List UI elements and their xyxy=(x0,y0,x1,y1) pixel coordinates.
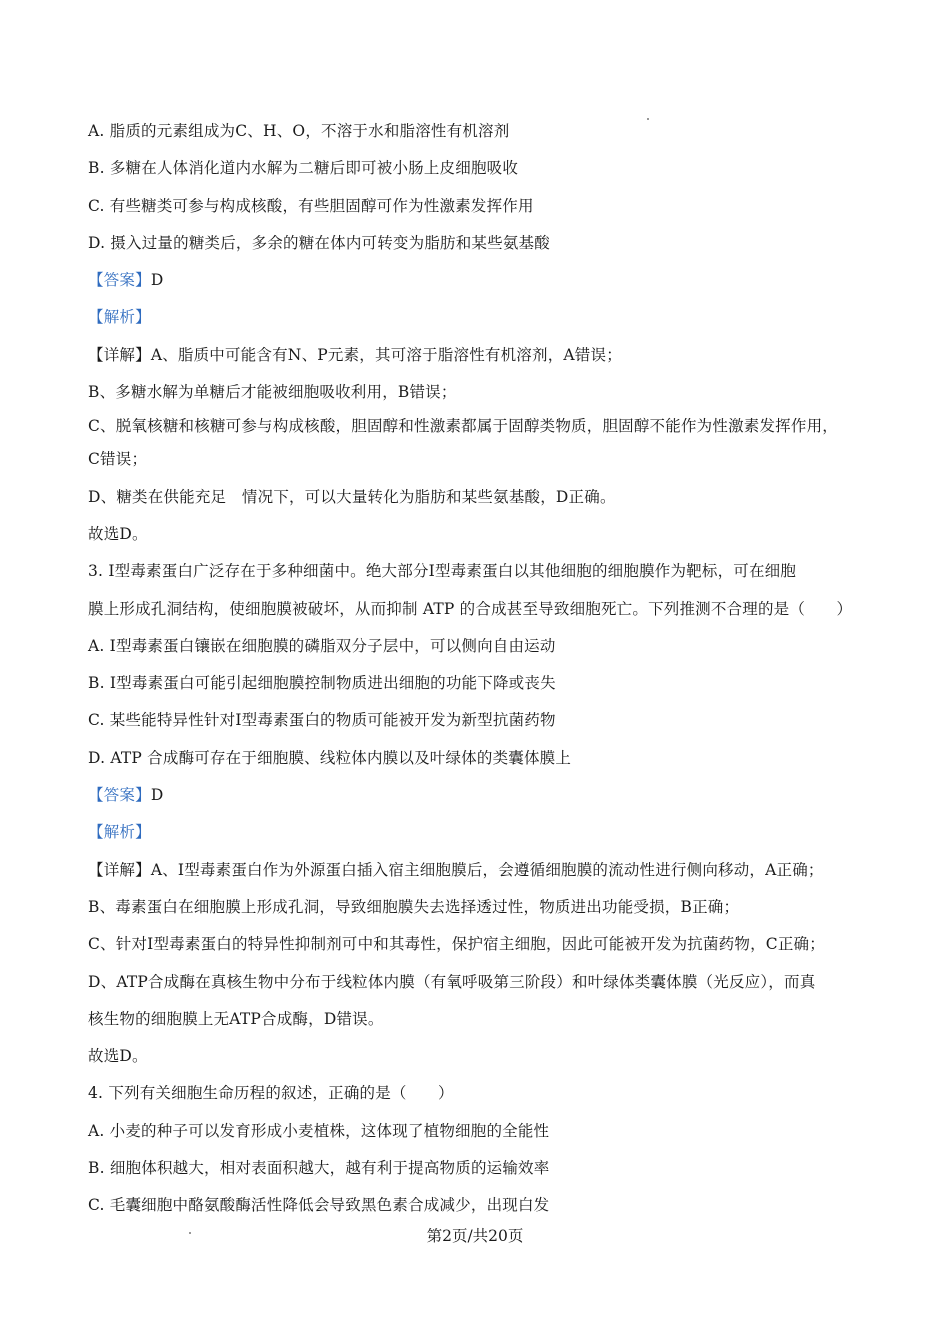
answer-value: D xyxy=(150,786,164,805)
analysis-tag: 【解析】 xyxy=(88,823,151,842)
q2-detail-line: C、脱氧核糖和核糖可参与构成核酸，胆固醇和性激素都属于固醇类物质，胆固醇不能作为性激素发挥作用， xyxy=(88,417,838,436)
q2-detail-line: C错误； xyxy=(88,450,148,469)
q2-answer xyxy=(88,262,878,299)
q2-option-d: D. 摄入过量的糖类后，多余的糖在体内可转变为脂肪和某些氨基酸 xyxy=(88,233,550,252)
detail-tag: 【详解】 xyxy=(88,860,151,879)
q2-analysis xyxy=(88,299,878,336)
q3-option-d: D. ATP 合成酶可存在于细胞膜、线粒体内膜以及叶绿体的类囊体膜上 xyxy=(88,748,572,767)
q3-detail-line: 核生物的细胞膜上无ATP合成酶，D错误。 xyxy=(88,1009,384,1028)
q3-detail-line: B、毒素蛋白在细胞膜上形成孔洞，导致细胞膜失去选择透过性，物质进出功能受损，B正确； xyxy=(88,897,740,916)
q2-detail-line: 故选D。 xyxy=(88,524,148,543)
page-footer: 第2页/共20页 xyxy=(426,1227,524,1245)
q3-detail xyxy=(88,852,878,889)
q2-option-c: C. 有些糖类可参与构成核酸，有些胆固醇可作为性激素发挥作用 xyxy=(88,196,534,215)
q3-option-a: A. Ⅰ型毒素蛋白镶嵌在细胞膜的磷脂双分子层中，可以侧向自由运动 xyxy=(88,636,556,655)
q4-option-b: B. 细胞体积越大，相对表面积越大，越有利于提高物质的运输效率 xyxy=(88,1159,550,1178)
q3-detail-line: D、ATP合成酶在真核生物中分布于线粒体内膜（有氧呼吸第三阶段）和叶绿体类囊体膜（光反应），而真 xyxy=(88,972,816,991)
q3-answer xyxy=(88,777,878,814)
speck-mark xyxy=(647,118,649,120)
q3-analysis xyxy=(88,814,878,851)
q3-option-b: B. Ⅰ型毒素蛋白可能引起细胞膜控制物质进出细胞的功能下降或丧失 xyxy=(88,674,556,693)
q3-stem-line1: 3. Ⅰ型毒素蛋白广泛存在于多种细菌中。绝大部分Ⅰ型毒素蛋白以其他细胞的细胞膜作为靶标，可在细胞 xyxy=(88,562,797,581)
detail-tag: 【详解】 xyxy=(88,345,151,364)
q3-option-c: C. 某些能特异性针对Ⅰ型毒素蛋白的物质可能被开发为新型抗菌药物 xyxy=(88,711,556,730)
q4-option-c: C. 毛囊细胞中酪氨酸酶活性降低会导致黑色素合成减少，出现白发 xyxy=(88,1196,550,1215)
q4-option-a: A. 小麦的种子可以发育形成小麦植株，这体现了植物细胞的全能性 xyxy=(88,1121,550,1140)
answer-value: D xyxy=(150,271,164,290)
q2-detail-line: B、多糖水解为单糖后才能被细胞吸收利用，B错误； xyxy=(88,383,457,402)
analysis-tag: 【解析】 xyxy=(88,308,151,327)
q3-stem-line2: 膜上形成孔洞结构，使细胞膜被破坏，从而抑制 ATP 的合成甚至导致细胞死亡。下列推测不合理的是（ ） xyxy=(88,599,853,618)
detail-text: A、Ⅰ型毒素蛋白作为外源蛋白插入宿主细胞膜后，会遵循细胞膜的流动性进行侧向移动，A正确； xyxy=(150,860,824,879)
q2-detail xyxy=(88,337,878,374)
document-page xyxy=(88,113,878,1225)
q3-detail-line: C、针对Ⅰ型毒素蛋白的特异性抑制剂可中和其毒性，保护宿主细胞，因此可能被开发为抗菌药物，C正确； xyxy=(88,935,825,954)
q4-stem: 4. 下列有关细胞生命历程的叙述，正确的是（ ） xyxy=(88,1084,454,1103)
q2-detail-line: D、糖类在供能充足 情况下，可以大量转化为脂肪和某些氨基酸，D正确。 xyxy=(88,487,616,506)
q3-detail-line: 故选D。 xyxy=(88,1047,148,1066)
detail-text: A、脂质中可能含有N、P元素，其可溶于脂溶性有机溶剂，A错误； xyxy=(150,345,622,364)
q2-option-b: B. 多糖在人体消化道内水解为二糖后即可被小肠上皮细胞吸收 xyxy=(88,159,519,178)
answer-tag: 【答案】 xyxy=(88,786,151,805)
q2-option-a: A. 脂质的元素组成为C、H、O，不溶于水和脂溶性有机溶剂 xyxy=(88,122,510,140)
answer-tag: 【答案】 xyxy=(88,271,151,290)
